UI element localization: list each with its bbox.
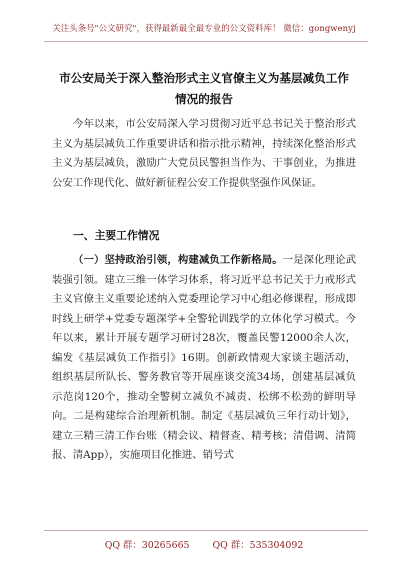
footer-divider bbox=[44, 530, 368, 531]
header-banner: 关注头条号"公文研究"，获得最新最全最专业的公文资料库！ 微信：gongwenyj bbox=[52, 23, 356, 33]
body-paragraph bbox=[52, 251, 356, 466]
document-title-line1: 市公安局关于深入整治形式主义官僚主义为基层减负工作 bbox=[59, 71, 349, 85]
header-divider bbox=[44, 41, 368, 42]
document-title-line2: 情况的报告 bbox=[175, 92, 233, 106]
section-heading: 一、主要工作情况 bbox=[73, 229, 160, 242]
intro-paragraph: 今年以来，市公安局深入学习贯彻习近平总书记关于整治形式主义为基层减负工作重要讲话和指示批示精神，持续深化整治形式主义为基层减负，激励广大党员民警担当作为、干事创业，为推进公安工作现代化、做好新征程公安工作提供坚强作风保证。 bbox=[52, 118, 356, 189]
footer-qq-group-1: QQ 群：30265665 bbox=[104, 540, 190, 551]
footer bbox=[0, 537, 408, 551]
paragraph-lead: （一）坚持政治引领，构建减负工作新格局。 bbox=[73, 254, 283, 266]
paragraph-body: 一是深化理论武装强引领。建立三维一体学习体系，将习近平总书记关于力戒形式主义官僚主义重要论述纳入党委理论学习中心组必修课程，形成即时线上研学+党委专题深学+全警轮训践学的立体化学习模式。今年以来，累计开展专题学习研讨28次，覆盖民警12000余人次，编发《基层减负工作指引》16期。创新政情观大家谈主题活动，组织基层所队长、警务教官等开展座谈交流34场，创建基层减负示范岗120个，推动全警树立减负不减责、松绑不松劲的鲜明导向。二是构建综合治理新机制。制定《基层减负三年行动计划》，建立三精三清工作台账（精会议、精督查、精考核；清借调、清简报、清App），实施项目化推进、销号式 bbox=[52, 254, 357, 461]
footer-qq-group-2: QQ 群：535304092 bbox=[212, 540, 304, 551]
